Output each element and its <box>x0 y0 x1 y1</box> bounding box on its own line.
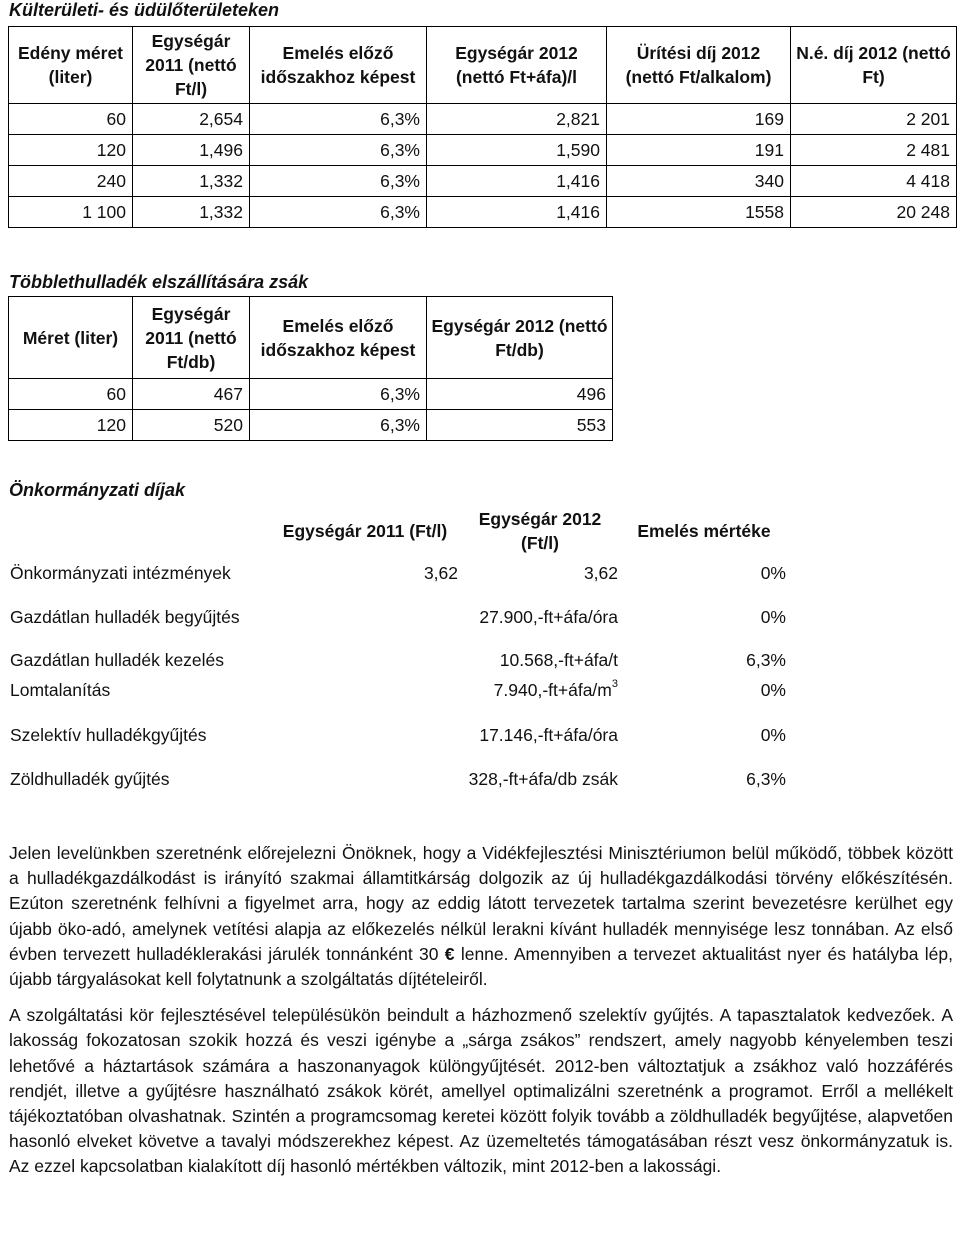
cell-egysegar-2011 <box>270 601 460 633</box>
cell-uritesi-dij: 1558 <box>607 197 791 228</box>
col-header-emeles: Emelés előző időszakhoz képest <box>250 27 427 104</box>
cell-egysegar-2011: 1,496 <box>133 135 250 166</box>
paragraph-text: lenne. Amennyiben a tervezet aktualitást nyer és hatályba lép, újabb tárgyalásokat kell folytatnunk a szolgáltatás díjtételeiről. <box>9 943 953 990</box>
cell-egysegar-2011: 1,332 <box>133 166 250 197</box>
cell-value: 7.940,-ft+áfa/m <box>493 679 612 700</box>
cell-egysegar-2012: 328,-ft+áfa/db zsák <box>468 768 618 789</box>
cell-emeles: 6,3% <box>746 649 786 670</box>
cell-meret: 1 100 <box>9 197 133 228</box>
table-row <box>8 645 788 675</box>
col-header-egysegar-2011: Egységár 2011 (nettó Ft/db) <box>133 297 250 379</box>
spacer-row <box>8 705 788 719</box>
cell-egysegar-2011 <box>270 719 460 751</box>
cell-emeles: 0% <box>760 724 786 745</box>
cell-egysegar-2012: 27.900,-ft+áfa/óra <box>479 606 618 627</box>
cell-egysegar-2012 <box>460 675 620 705</box>
section-title-zsak: Többlethulladék elszállítására zsák <box>9 272 309 292</box>
cell-egysegar-2012: 1,416 <box>427 166 607 197</box>
cell-egysegar-2012: 1,416 <box>427 197 607 228</box>
table-header-row <box>9 27 957 104</box>
table-row <box>9 135 957 166</box>
table-row <box>8 719 788 751</box>
cell-egysegar-2011: 520 <box>133 410 250 441</box>
row-label: Lomtalanítás <box>10 679 111 700</box>
cell-emeles: 6,3% <box>746 768 786 789</box>
cell-egysegar-2011: 1,332 <box>133 197 250 228</box>
euro-sign: € <box>444 943 455 964</box>
cell-emeles: 0% <box>760 562 786 583</box>
spacer-row <box>8 633 788 645</box>
row-label: Zöldhulladék gyűjtés <box>10 768 170 789</box>
body-text <box>9 841 953 1191</box>
table-header-row <box>9 297 613 379</box>
cell-egysegar-2011 <box>270 645 460 675</box>
cell-egysegar-2012: 10.568,-ft+áfa/t <box>499 649 618 670</box>
row-label: Szelektív hulladékgyűjtés <box>10 724 207 745</box>
col-header-egysegar-2012: Egységár 2012 (nettó Ft+áfa)/l <box>427 27 607 104</box>
col-header-egysegar-2011: Egységár 2011 (nettó Ft/l) <box>133 27 250 104</box>
paragraph-text: Jelen levelünkben szeretnénk előrejelezni Önöknek, hogy a Vidékfejlesztési Minisztériumon belül működő, többek között a hulladékgazdálkodást is irányító szakmai államtitkárság dolgozik az új hulladékgazdálkodási törvény előkészítésén. Ezúton szeretnénk felhívni a figyelmet arra, hogy az eddig látott tervezetek tartalma szerint bevezetésre kerülhet egy újabb öko-adó, amelynek vetítési alapja az előkezelés nélkül lerakni kívánt hulladék mennyisége lesz tonnában. Az első évben tervezett hulladéklerakási járulék tonnánként 30 <box>9 843 953 964</box>
cell-ne-dij: 4 418 <box>791 166 957 197</box>
cell-emeles: 6,3% <box>250 135 427 166</box>
cell-meret: 60 <box>9 104 133 135</box>
table-row <box>8 675 788 705</box>
col-header-meret: Méret (liter) <box>9 297 133 379</box>
cell-egysegar-2012: 1,590 <box>427 135 607 166</box>
cell-meret: 120 <box>9 135 133 166</box>
col-header-uritesi-dij: Ürítési díj 2012 (nettó Ft/alkalom) <box>607 27 791 104</box>
cell-meret: 120 <box>9 410 133 441</box>
table-row <box>8 763 788 795</box>
cell-egysegar-2011 <box>270 675 460 705</box>
section-title-onkormanyzati: Önkormányzati díjak <box>9 480 186 500</box>
row-label: Gazdátlan hulladék begyűjtés <box>10 606 240 627</box>
table-row <box>8 601 788 633</box>
table-row <box>9 166 957 197</box>
col-header-emeles: Emelés előző időszakhoz képest <box>250 297 427 379</box>
table-onkormanyzati-dijak <box>8 505 788 795</box>
section-title-kulterulet: Külterületi- és üdülőterületeken <box>9 0 280 20</box>
spacer-row <box>8 751 788 763</box>
cell-ne-dij: 2 201 <box>791 104 957 135</box>
cell-uritesi-dij: 340 <box>607 166 791 197</box>
table-row <box>8 557 788 589</box>
cell-egysegar-2011: 3,62 <box>423 562 458 583</box>
cell-ne-dij: 20 248 <box>791 197 957 228</box>
col-header-egysegar-2012: Egységár 2012 (Ft/l) <box>478 509 602 553</box>
col-header-emeles-merteke: Emelés mértéke <box>637 521 771 541</box>
cell-uritesi-dij: 191 <box>607 135 791 166</box>
row-label: Gazdátlan hulladék kezelés <box>10 649 225 670</box>
table-tobblethulladek-zsak <box>8 296 613 441</box>
cell-egysegar-2012: 496 <box>427 379 613 410</box>
table-row <box>9 104 957 135</box>
col-header-edeny-meret: Edény méret (liter) <box>9 27 133 104</box>
col-header-empty <box>8 505 270 557</box>
cell-egysegar-2012: 3,62 <box>583 562 618 583</box>
cell-egysegar-2012: 2,821 <box>427 104 607 135</box>
col-header-egysegar-2011: Egységár 2011 (Ft/l) <box>282 521 448 541</box>
paragraph-ordinance <box>9 841 953 992</box>
cell-emeles: 6,3% <box>250 166 427 197</box>
cell-emeles: 0% <box>760 679 786 700</box>
cell-ne-dij: 2 481 <box>791 135 957 166</box>
cell-uritesi-dij: 169 <box>607 104 791 135</box>
cell-meret: 60 <box>9 379 133 410</box>
cell-egysegar-2011: 467 <box>133 379 250 410</box>
paragraph-selective-collection: A szolgáltatási kör fejlesztésével településükön beindult a házhozmenő szelektív gyűjtés. A tapasztalatok kedvezőek. A lakosság fokozatosan szokik hozzá és veszi igénybe a „sárga zsákos” rendszert, amely nagyobb kényelemben teszi lehetővé a háztartások számára a haszonanyagok különgyűjtését. 2012-ben változtatjuk a zsákhoz való hozzáférés rendjét, illetve a gyűjtésre használható zsákok körét, amellyel optimalizálni szeretnénk a programot. Erről a mellékelt tájékoztatóban olvashatnak. Szintén a programcsomag keretei között folyik tovább a zöldhulladék begyűjtése, alapvetően hasonló elveket követve a tavalyi módszerekhez képest. Az üzemeltetés támogatásában részt vesz önkormányzatuk is. Az ezzel kapcsolatban kialakított díj hasonló mértékben változik, mint 2012-ben a lakossági. <box>9 1005 953 1177</box>
cell-emeles: 6,3% <box>250 197 427 228</box>
cell-emeles: 6,3% <box>250 104 427 135</box>
col-header-ne-dij: N.é. díj 2012 (nettó Ft) <box>791 27 957 104</box>
row-label: Önkormányzati intézmények <box>10 562 231 583</box>
col-header-egysegar-2012: Egységár 2012 (nettó Ft/db) <box>427 297 613 379</box>
table-row <box>9 410 613 441</box>
spacer-row <box>8 589 788 601</box>
cell-meret: 240 <box>9 166 133 197</box>
table-row <box>9 379 613 410</box>
cell-emeles: 6,3% <box>250 379 427 410</box>
cell-egysegar-2012: 553 <box>427 410 613 441</box>
cell-emeles: 6,3% <box>250 410 427 441</box>
cell-emeles: 0% <box>760 606 786 627</box>
table-row <box>9 197 957 228</box>
cell-egysegar-2011: 2,654 <box>133 104 250 135</box>
cell-egysegar-2011 <box>270 763 460 795</box>
cell-egysegar-2012: 17.146,-ft+áfa/óra <box>479 724 618 745</box>
table-kulterulet <box>8 26 957 228</box>
superscript: 3 <box>611 677 618 690</box>
table-header-row <box>8 505 788 557</box>
